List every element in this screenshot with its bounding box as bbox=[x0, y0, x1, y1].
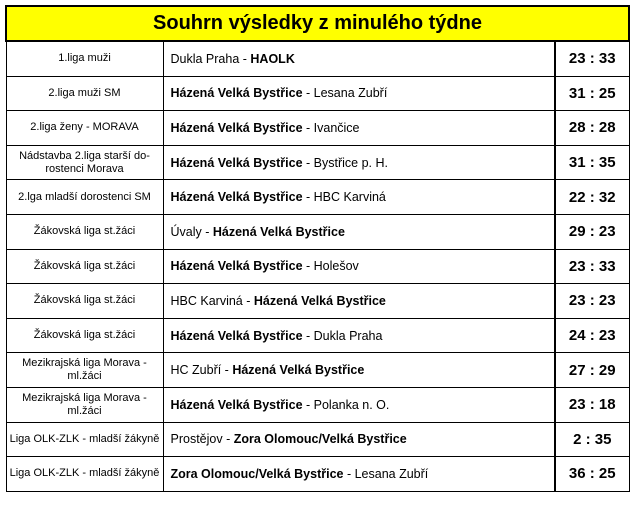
league-cell: Mezikrajská liga Morava - ml.žáci bbox=[6, 387, 163, 422]
match-separator: - bbox=[201, 224, 213, 239]
home-team: HC Zubří bbox=[170, 363, 222, 378]
home-team: Házená Velká Bystřice bbox=[170, 397, 303, 412]
home-team: HBC Karviná bbox=[170, 293, 243, 308]
result-row bbox=[6, 284, 629, 319]
home-team: Házená Velká Bystřice bbox=[170, 328, 303, 343]
league-cell: 2.lga mladší dorostenci SM bbox=[6, 180, 163, 215]
score-cell: 22 : 32 bbox=[555, 180, 629, 215]
score-cell: 31 : 25 bbox=[555, 76, 629, 111]
away-team: Ivančice bbox=[313, 120, 360, 135]
home-team: Úvaly bbox=[170, 224, 202, 239]
league-cell: Žákovská liga st.žáci bbox=[6, 284, 163, 319]
league-cell: Nádstavba 2.liga starší do-rostenci Morava bbox=[6, 145, 163, 180]
match-cell bbox=[163, 214, 555, 249]
result-row bbox=[6, 457, 629, 492]
away-team: HBC Karviná bbox=[313, 190, 386, 205]
match-separator: - bbox=[302, 328, 314, 343]
score-cell: 24 : 23 bbox=[555, 318, 629, 353]
match-separator: - bbox=[242, 293, 254, 308]
match-cell bbox=[163, 387, 555, 422]
match-separator: - bbox=[302, 120, 314, 135]
score-cell: 2 : 35 bbox=[555, 422, 629, 457]
results-table bbox=[5, 5, 630, 492]
away-team: Zora Olomouc/Velká Bystřice bbox=[233, 432, 407, 447]
away-team: Házená Velká Bystřice bbox=[212, 224, 345, 239]
away-team: Polanka n. O. bbox=[313, 397, 390, 412]
result-row bbox=[6, 249, 629, 284]
match-separator: - bbox=[222, 432, 234, 447]
table-title: Souhrn výsledky z minulého týdne bbox=[6, 6, 629, 41]
away-team: Házená Velká Bystřice bbox=[253, 293, 386, 308]
league-cell: Liga OLK-ZLK - mladší žákyně bbox=[6, 422, 163, 457]
score-cell: 23 : 23 bbox=[555, 284, 629, 319]
home-team: Házená Velká Bystřice bbox=[170, 259, 303, 274]
away-team: Holešov bbox=[313, 259, 359, 274]
result-row bbox=[6, 76, 629, 111]
away-team: Házená Velká Bystřice bbox=[232, 363, 365, 378]
match-separator: - bbox=[343, 466, 355, 481]
home-team: Házená Velká Bystřice bbox=[170, 155, 303, 170]
match-cell bbox=[163, 457, 555, 492]
match-cell bbox=[163, 249, 555, 284]
result-row bbox=[6, 422, 629, 457]
home-team: Házená Velká Bystřice bbox=[170, 190, 303, 205]
result-row bbox=[6, 214, 629, 249]
score-cell: 23 : 18 bbox=[555, 387, 629, 422]
match-cell bbox=[163, 422, 555, 457]
league-cell: Žákovská liga st.žáci bbox=[6, 249, 163, 284]
result-row bbox=[6, 41, 629, 76]
match-cell bbox=[163, 318, 555, 353]
home-team: Prostějov bbox=[170, 432, 223, 447]
league-cell: 1.liga muži bbox=[6, 41, 163, 76]
result-row bbox=[6, 353, 629, 388]
score-cell: 29 : 23 bbox=[555, 214, 629, 249]
league-cell: Žákovská liga st.žáci bbox=[6, 214, 163, 249]
match-separator: - bbox=[302, 190, 314, 205]
match-separator: - bbox=[302, 397, 314, 412]
match-separator: - bbox=[302, 86, 314, 101]
home-team: Zora Olomouc/Velká Bystřice bbox=[170, 466, 344, 481]
match-cell bbox=[163, 111, 555, 146]
match-separator: - bbox=[221, 363, 233, 378]
score-cell: 23 : 33 bbox=[555, 41, 629, 76]
score-cell: 28 : 28 bbox=[555, 111, 629, 146]
score-cell: 23 : 33 bbox=[555, 249, 629, 284]
away-team: HAOLK bbox=[250, 51, 295, 66]
result-row bbox=[6, 145, 629, 180]
match-cell bbox=[163, 353, 555, 388]
match-cell bbox=[163, 145, 555, 180]
league-cell: 2.liga ženy - MORAVA bbox=[6, 111, 163, 146]
result-row bbox=[6, 111, 629, 146]
match-cell bbox=[163, 76, 555, 111]
result-row bbox=[6, 318, 629, 353]
match-cell bbox=[163, 180, 555, 215]
results-summary bbox=[5, 5, 628, 492]
score-cell: 31 : 35 bbox=[555, 145, 629, 180]
league-cell: Žákovská liga st.žáci bbox=[6, 318, 163, 353]
match-cell bbox=[163, 284, 555, 319]
away-team: Lesana Zubří bbox=[354, 466, 429, 481]
league-cell: Liga OLK-ZLK - mladší žákyně bbox=[6, 457, 163, 492]
home-team: Házená Velká Bystřice bbox=[170, 120, 303, 135]
league-cell: 2.liga muži SM bbox=[6, 76, 163, 111]
match-separator: - bbox=[302, 155, 314, 170]
home-team: Házená Velká Bystřice bbox=[170, 86, 303, 101]
result-row bbox=[6, 180, 629, 215]
score-cell: 27 : 29 bbox=[555, 353, 629, 388]
away-team: Dukla Praha bbox=[313, 328, 383, 343]
score-cell: 36 : 25 bbox=[555, 457, 629, 492]
home-team: Dukla Praha bbox=[170, 51, 240, 66]
result-row bbox=[6, 387, 629, 422]
match-separator: - bbox=[302, 259, 314, 274]
match-separator: - bbox=[239, 51, 251, 66]
away-team: Bystřice p. H. bbox=[313, 155, 388, 170]
league-cell: Mezikrajská liga Morava - ml.žáci bbox=[6, 353, 163, 388]
match-cell bbox=[163, 41, 555, 76]
away-team: Lesana Zubří bbox=[313, 86, 388, 101]
